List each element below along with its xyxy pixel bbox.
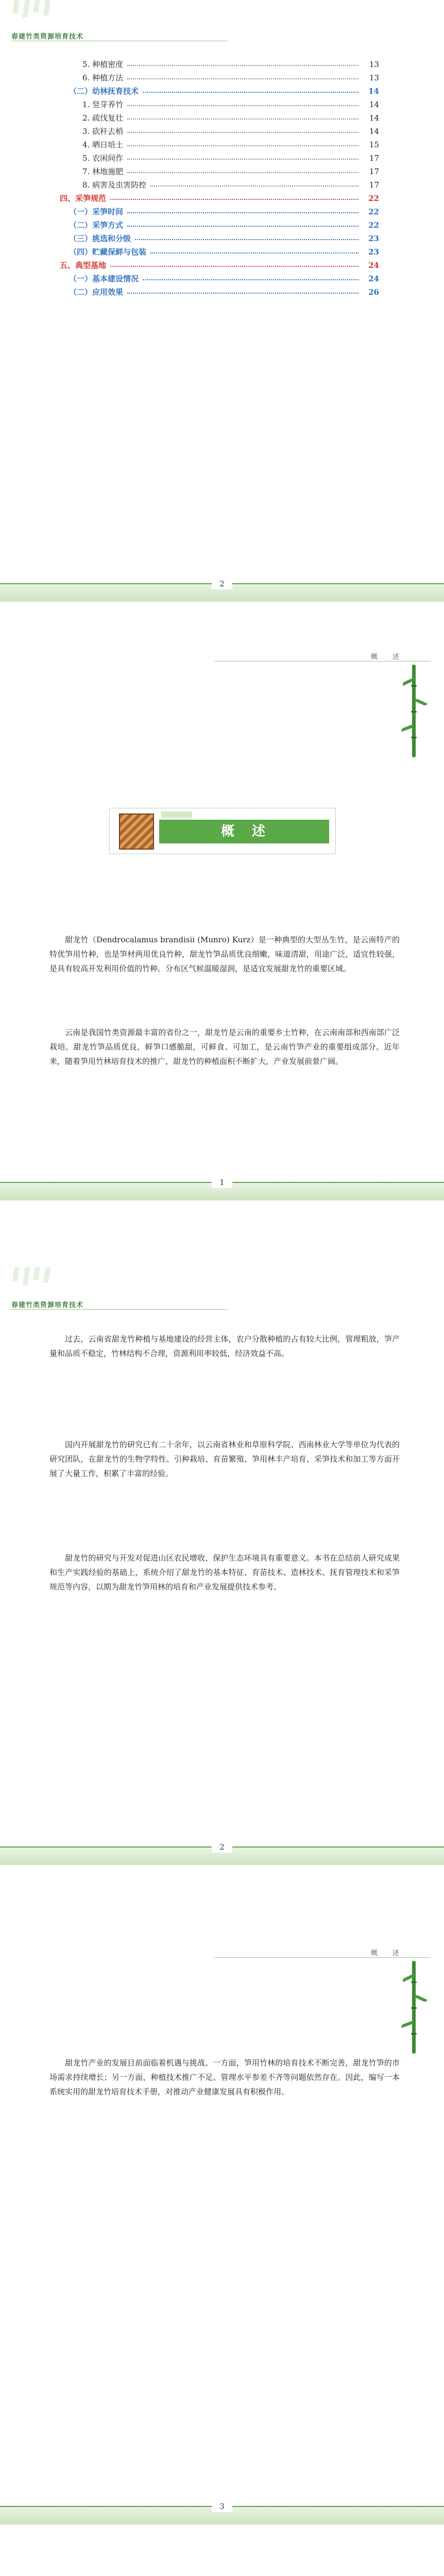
toc-entry-label: 6. 种植方法 [82, 73, 124, 82]
toc-leader-dots [127, 118, 358, 120]
toc-entry-page: 14 [368, 87, 379, 96]
toc-entry-page: 17 [369, 167, 379, 176]
table-of-contents [60, 58, 379, 299]
toc-leader-dots [127, 293, 358, 294]
chapter-label: 概 述 [370, 1950, 400, 1957]
toc-entry-label: 4. 晒日培土 [82, 140, 124, 149]
page-footer [0, 1834, 444, 1875]
toc-entry-page: 22 [368, 194, 379, 203]
page-number: 2 [212, 578, 232, 589]
bamboo-logo-decoration [11, 0, 59, 19]
toc-leader-dots [127, 145, 358, 146]
toc-entry-page: 17 [369, 154, 379, 163]
toc-entry[interactable] [60, 165, 379, 178]
bamboo-craft-image [119, 814, 154, 850]
toc-entry[interactable] [60, 232, 379, 245]
chapter-label: 概 述 [370, 653, 400, 661]
toc-leader-dots [150, 185, 358, 187]
toc-entry-label: 7. 林地施肥 [82, 167, 124, 176]
toc-leader-dots [143, 279, 358, 280]
toc-entry-page: 14 [369, 127, 379, 136]
toc-entry-label: （三）挑选和分级 [69, 234, 131, 243]
toc-entry-page: 13 [369, 73, 379, 82]
toc-entry-page: 22 [368, 221, 379, 230]
chapter-title-banner [109, 808, 336, 854]
toc-entry[interactable] [60, 138, 379, 151]
running-head [11, 1298, 94, 1310]
running-head-right [328, 1946, 431, 1958]
bamboo-illustration [402, 665, 428, 757]
toc-leader-dots [110, 266, 358, 267]
bamboo-illustration [402, 1961, 428, 2054]
toc-entry[interactable] [60, 192, 379, 205]
page-number: 1 [212, 1177, 232, 1188]
toc-leader-dots [143, 92, 358, 93]
toc-entry[interactable] [60, 272, 379, 285]
toc-leader-dots [127, 212, 358, 213]
running-head [11, 30, 94, 41]
toc-entry[interactable] [60, 151, 379, 165]
toc-entry-label: 五、典型基地 [60, 261, 107, 270]
toc-entry[interactable] [60, 259, 379, 272]
toc-entry-page: 14 [369, 113, 379, 123]
toc-entry[interactable] [60, 71, 379, 84]
top-bamboo-banner [0, 0, 444, 19]
toc-entry[interactable] [60, 285, 379, 299]
toc-leader-dots [127, 78, 358, 79]
toc-entry[interactable] [60, 125, 379, 138]
chapter-title: 概 述 [220, 824, 267, 839]
toc-entry[interactable] [60, 205, 379, 218]
toc-entry-page: 23 [368, 247, 379, 257]
toc-entry-label: （一）采笋时间 [69, 207, 124, 216]
top-bamboo-banner [0, 1267, 444, 1286]
toc-leader-dots [110, 199, 358, 200]
series-title: 春建竹类资源培育技术 [11, 33, 84, 41]
toc-leader-dots [127, 132, 358, 133]
toc-entry[interactable] [60, 98, 379, 111]
series-title: 春建竹类资源培育技术 [11, 1301, 84, 1309]
toc-entry[interactable] [60, 58, 379, 71]
toc-entry[interactable] [60, 84, 379, 98]
page-number: 3 [212, 2501, 232, 2512]
toc-leader-dots [127, 226, 358, 227]
toc-entry-page: 15 [369, 140, 379, 149]
toc-leader-dots [127, 172, 358, 173]
toc-leader-dots [150, 252, 358, 253]
body-paragraph-3: 甜龙竹的研究与开发对促进山区农民增收、保护生态环境具有重要意义。本书在总结前人研究成果和生产实践经验的基础上，系统介绍了甜龙竹的基本特征、育苗技术、造林技术、抚育管理技术和采笋规范等内容，以期为甜龙竹笋用林的培育和产业发展提供技术参考。 [49, 1553, 400, 1591]
toc-entry-label: （二）幼林抚育技术 [69, 87, 139, 96]
page-number: 2 [212, 1841, 232, 1853]
toc-entry-label: （四）贮藏保鲜与包装 [69, 247, 147, 257]
toc-leader-dots [127, 105, 358, 106]
toc-entry-page: 26 [368, 287, 379, 297]
body-paragraph-closing: 甜龙竹产业的发展目前面临着机遇与挑战。一方面，笋用竹林的培育技术不断完善，甜龙竹笋的市场需求持续增长；另一方面，种植技术推广不足、管理水平参差不齐等问题依然存在。因此，编写一本系统实用的甜龙竹培育技术手册，对推动产业健康发展具有积极作用。 [49, 2058, 400, 2096]
body-paragraph-1: 过去，云南省甜龙竹种植与基地建设的经营主体，农户分散种植的占有较大比例，管理粗放，笋产量和品质不稳定，竹林结构不合理，资源利用率较低，经济效益不高。 [49, 1334, 400, 1358]
toc-entry[interactable] [60, 218, 379, 232]
toc-leader-dots [127, 65, 358, 66]
body-paragraph-2: 国内开展甜龙竹的研究已有二十余年，以云南省林业和草原科学院、西南林业大学等单位为代表的研究团队，在甜龙竹的生物学特性、引种栽培、育苗繁殖、笋用林丰产培育、采笋技术和加工等方面开展了大量工作，积累了丰富的经验。 [49, 1440, 400, 1478]
toc-entry-label: （二）采笋方式 [69, 221, 124, 230]
toc-entry-label: 8. 病害及虫害防控 [82, 180, 147, 190]
toc-entry-label: （二）应用效果 [69, 287, 124, 297]
running-head-right [328, 650, 431, 662]
overview-paragraph-2: 云南是我国竹类资源最丰富的省份之一，甜龙竹是云南的重要乡土竹种，在云南南部和西南部广泛栽培。甜龙竹笋品质优良，鲜笋口感脆甜，可鲜食、可加工，是云南竹笋产业的重要组成部分。近年来，随着笋用竹林培育技术的推广，甜龙竹的种植面积不断扩大，产业发展前景广阔。 [49, 1028, 400, 1066]
toc-entry-page: 17 [369, 180, 379, 190]
toc-leader-dots [127, 159, 358, 160]
page-footer [0, 571, 444, 612]
toc-entry-page: 13 [369, 60, 379, 69]
toc-entry[interactable] [60, 178, 379, 192]
toc-entry-label: 四、采笋规范 [60, 194, 107, 203]
page-footer [0, 2494, 444, 2535]
toc-entry[interactable] [60, 111, 379, 125]
toc-entry[interactable] [60, 245, 379, 259]
toc-leader-dots [135, 239, 358, 240]
toc-entry-label: 3. 砍秆去梢 [82, 127, 124, 136]
toc-entry-page: 24 [368, 261, 379, 270]
toc-entry-page: 14 [369, 100, 379, 109]
toc-entry-label: 2. 疏伐复壮 [82, 113, 124, 123]
toc-entry-page: 22 [368, 207, 379, 216]
toc-entry-label: 5. 农闲间作 [82, 154, 124, 163]
toc-entry-label: 1. 竖芽养竹 [82, 100, 124, 109]
toc-entry-label: （一）基本建设情况 [69, 274, 139, 283]
toc-entry-page: 23 [368, 234, 379, 243]
toc-entry-label: 5. 种植密度 [82, 60, 124, 69]
toc-entry-page: 24 [368, 274, 379, 283]
overview-paragraph-1: 甜龙竹（Dendrocalamus brandisii (Munro) Kurz）是一种典型的大型丛生竹，是云南特产的特优笋用竹种，也是笋材两用优良竹种，甜龙竹笋品质优良细嫩，味道清甜，用途广泛，适宜性较强，是具有较高开发利用价值的竹种。分布区气候温暖湿润，是适宜发展甜龙竹的重要区域。 [49, 935, 400, 973]
page-footer [0, 1170, 444, 1211]
